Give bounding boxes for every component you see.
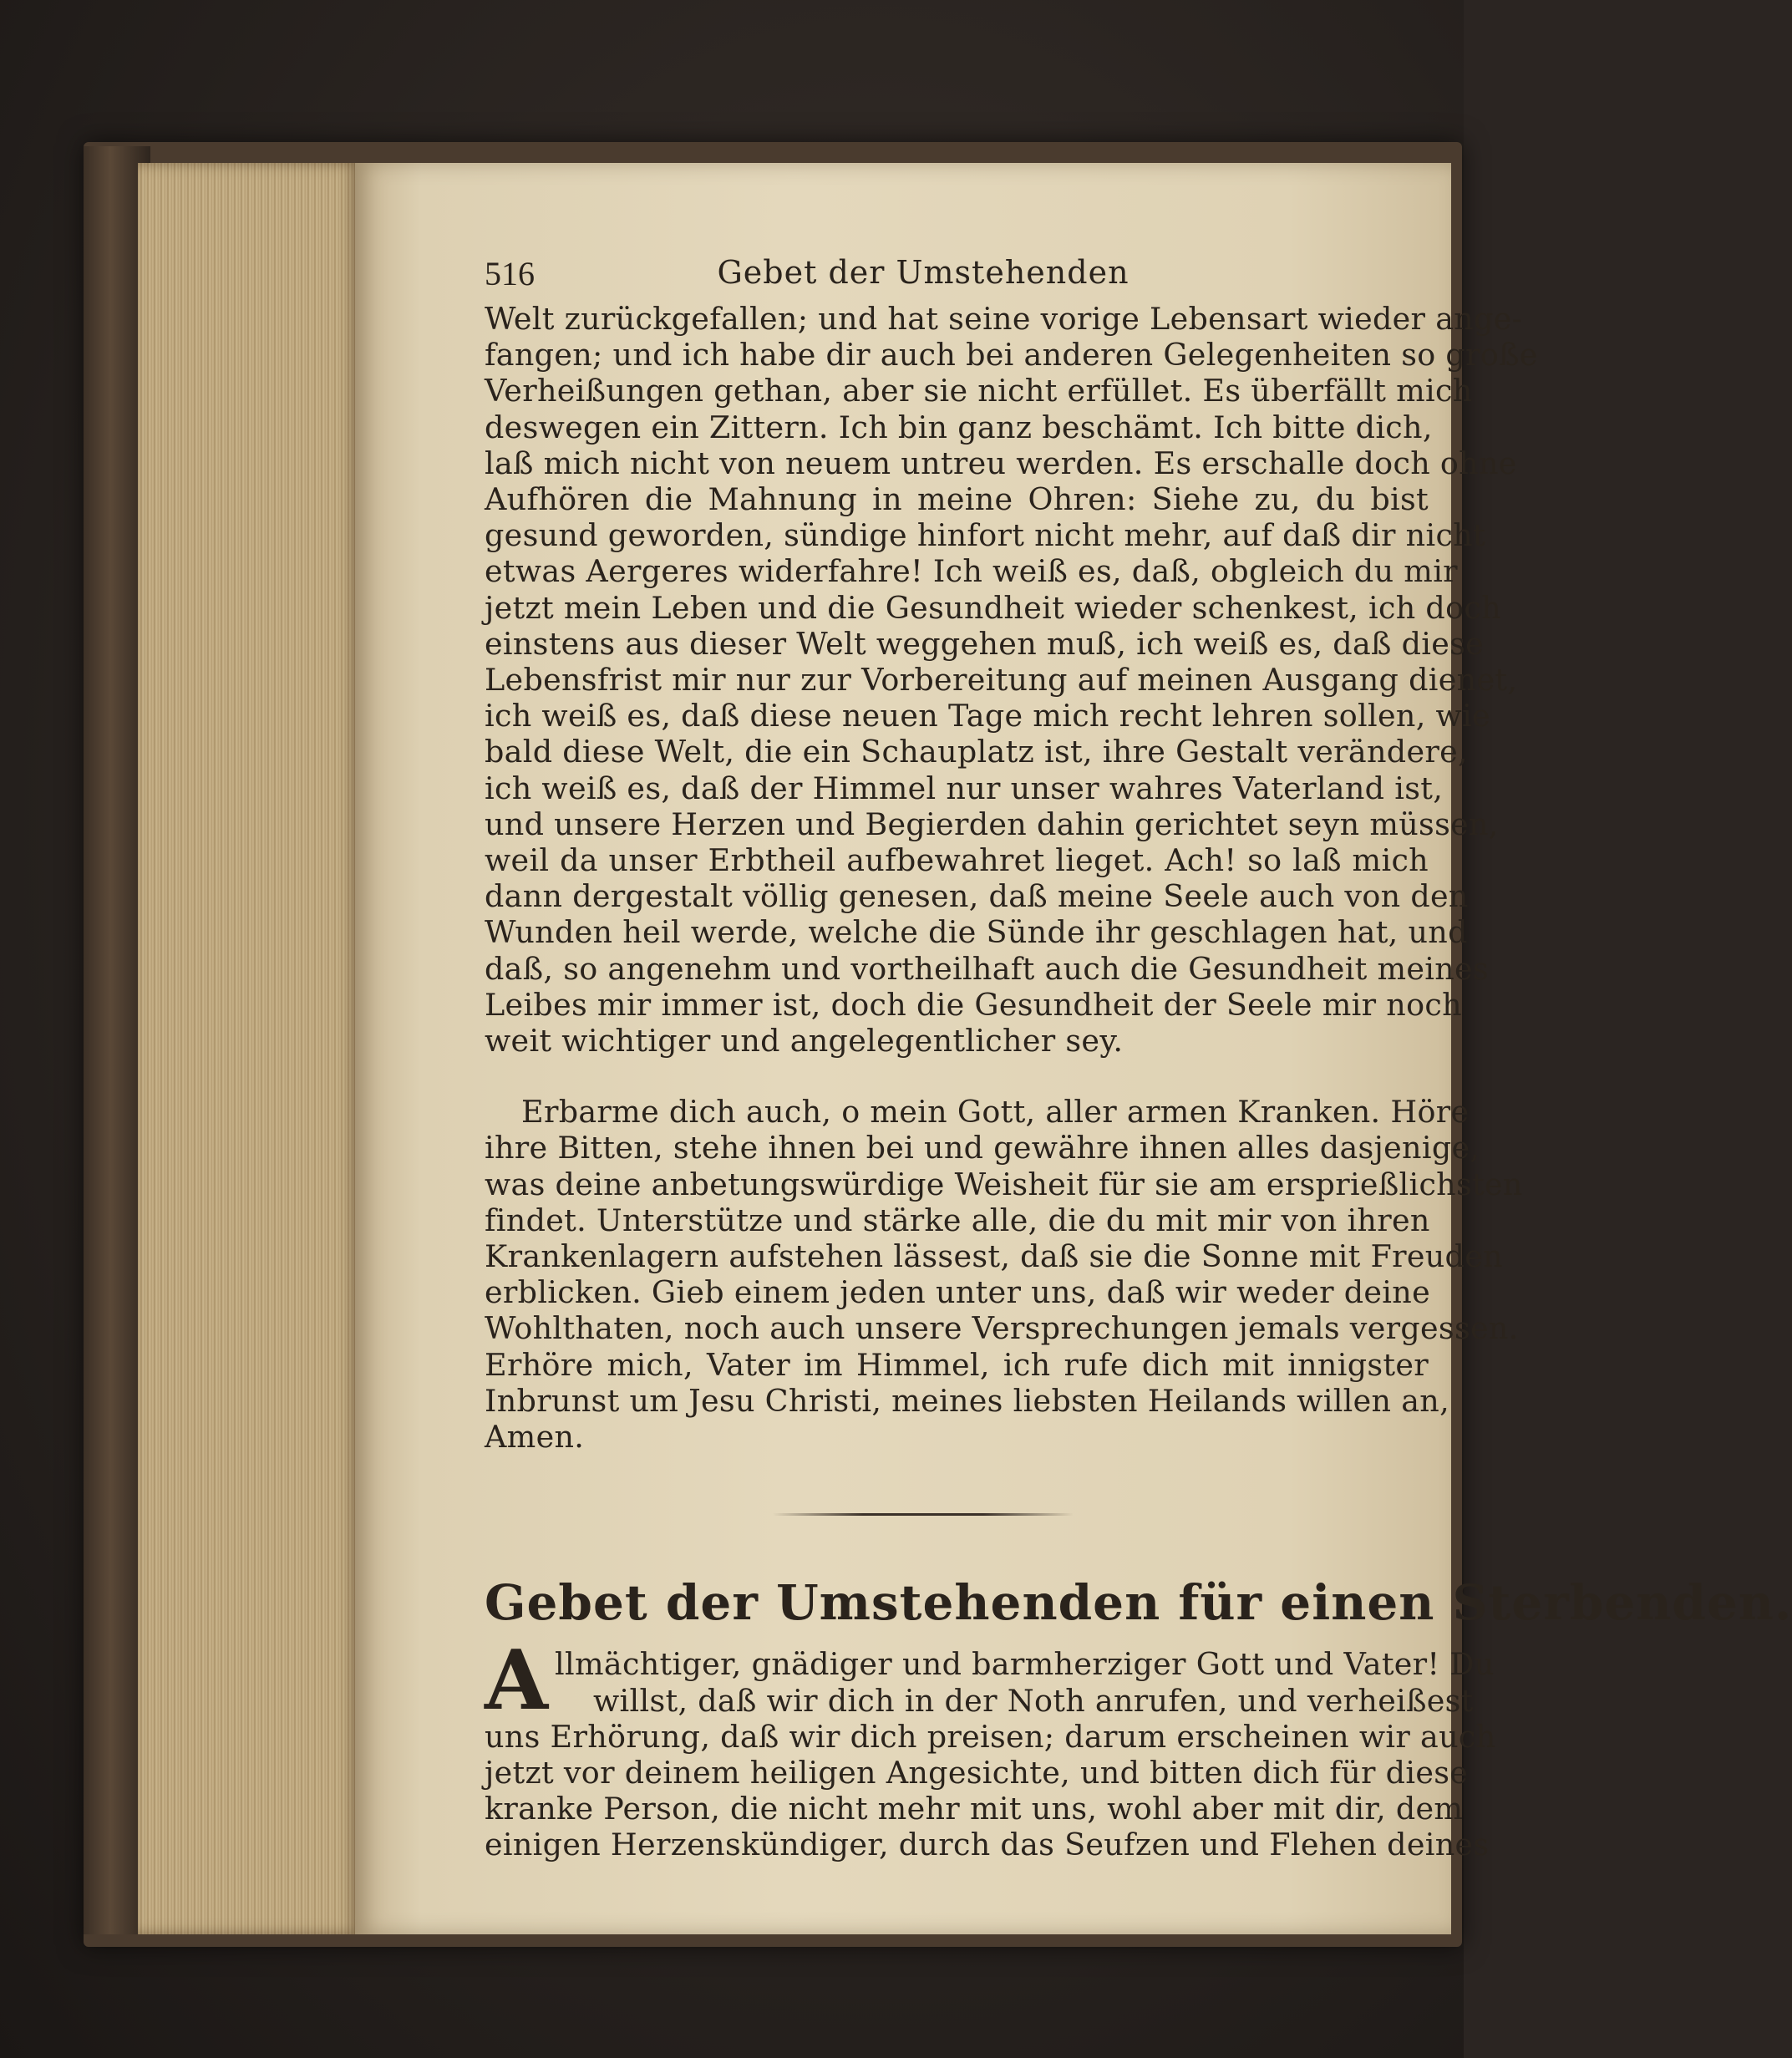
text-line: Aufhören die Mahnung in meine Ohren: Siehe zu, du bist bbox=[485, 481, 1429, 518]
text-line: uns Erhörung, daß wir dich preisen; darum erscheinen wir auch bbox=[485, 1718, 1496, 1755]
text-line: findet. Unterstütze und stärke alle, die du mit mir von ihren bbox=[485, 1202, 1430, 1238]
text-line: weit wichtiger und angelegentlicher sey. bbox=[485, 1023, 1124, 1059]
text-line: kranke Person, die nicht mehr mit uns, wohl aber mit dir, dem bbox=[485, 1791, 1464, 1827]
text-line: willst, daß wir dich in der Noth anrufen, und verheißest bbox=[593, 1682, 1474, 1719]
text-line: Amen. bbox=[485, 1419, 585, 1456]
text-line: laß mich nicht von neuem untreu werden. Es erschalle doch ohne bbox=[485, 445, 1517, 481]
page-number: 516 bbox=[485, 255, 535, 292]
text-line: Lebensfrist mir nur zur Vorbereitung auf meinen Ausgang dienet, bbox=[485, 662, 1518, 699]
paragraph-3 bbox=[485, 1633, 1496, 1863]
paragraph-1 bbox=[485, 301, 1538, 1059]
text-line: Welt zurückgefallen; und hat seine vorige Lebensart wieder ange- bbox=[485, 301, 1523, 337]
text-line: ihre Bitten, stehe ihnen bei und gewähre ihnen alles dasjenige, bbox=[485, 1130, 1480, 1166]
text-line: Erbarme dich auch, o mein Gott, aller armen Kranken. Höre bbox=[521, 1094, 1470, 1131]
paragraph-3-lines bbox=[485, 1633, 1496, 1863]
text-line: jetzt mein Leben und die Gesundheit wieder schenkest, ich doch bbox=[485, 589, 1501, 626]
text-line: einstens aus dieser Welt weggehen muß, ich weiß es, daß diese bbox=[485, 625, 1485, 662]
page-content bbox=[485, 251, 1792, 1863]
text-line: etwas Aergeres widerfahre! Ich weiß es, daß, obgleich du mir bbox=[485, 553, 1458, 590]
text-line: daß, so angenehm und vortheilhaft auch die Gesundheit meines bbox=[485, 950, 1489, 987]
paragraph-2 bbox=[485, 1094, 1523, 1456]
text-line: Erhöre mich, Vater im Himmel, ich rufe dich mit innigster bbox=[485, 1346, 1429, 1383]
running-head-title: Gebet der Umstehenden bbox=[717, 254, 1130, 291]
text-line: und unsere Herzen und Begierden dahin gerichtet seyn müssen, bbox=[485, 805, 1499, 842]
text-line: Inbrunst um Jesu Christi, meines liebsten Heilands willen an, bbox=[485, 1382, 1450, 1419]
text-line: Krankenlagern aufstehen lässest, daß sie die Sonne mit Freuden bbox=[485, 1238, 1503, 1275]
running-head bbox=[485, 251, 1429, 301]
text-line: fangen; und ich habe dir auch bei anderen Gelegenheiten so große bbox=[485, 337, 1538, 373]
text-line: erblicken. Gieb einem jeden unter uns, daß wir weder deine bbox=[485, 1274, 1430, 1311]
drop-cap: A bbox=[485, 1633, 549, 1730]
text-line: weil da unser Erbtheil aufbewahret lieget. Ach! so laß mich bbox=[485, 842, 1429, 879]
paragraph-gap bbox=[485, 1059, 1429, 1094]
page-edges bbox=[138, 163, 359, 1934]
text-line: Leibes mir immer ist, doch die Gesundheit der Seele mir noch bbox=[485, 986, 1462, 1023]
text-line: bald diese Welt, die ein Schauplatz ist, ihre Gestalt verändere, bbox=[485, 734, 1468, 770]
text-line: einigen Herzenskündiger, durch das Seufzen und Flehen deines bbox=[485, 1827, 1490, 1863]
text-line: jetzt vor deinem heiligen Angesichte, und bitten dich für diese bbox=[485, 1754, 1469, 1791]
text-line: ich weiß es, daß diese neuen Tage mich recht lehren sollen, wie bbox=[485, 698, 1490, 734]
text-line: Verheißungen gethan, aber sie nicht erfüllet. Es überfällt mich bbox=[485, 373, 1473, 409]
section-heading: Gebet der Umstehenden für einen Sterbenden. bbox=[485, 1574, 1792, 1632]
section-divider bbox=[773, 1513, 1074, 1516]
text-line: gesund geworden, sündige hinfort nicht mehr, auf daß dir nicht bbox=[485, 517, 1485, 554]
text-line: dann dergestalt völlig genesen, daß meine Seele auch von den bbox=[485, 878, 1469, 915]
text-line: was deine anbetungswürdige Weisheit für sie am ersprießlichsten bbox=[485, 1166, 1523, 1202]
text-line: deswegen ein Zittern. Ich bin ganz beschämt. Ich bitte dich, bbox=[485, 409, 1433, 445]
text-line: ich weiß es, daß der Himmel nur unser wahres Vaterland ist, bbox=[485, 770, 1444, 806]
text-line: Wunden heil werde, welche die Sünde ihr geschlagen hat, und bbox=[485, 914, 1468, 951]
text-line: llmächtiger, gnädiger und barmherziger Gott und Vater! Du bbox=[555, 1646, 1495, 1683]
text-line: Wohlthaten, noch auch unsere Versprechungen jemals vergessen. bbox=[485, 1310, 1519, 1347]
